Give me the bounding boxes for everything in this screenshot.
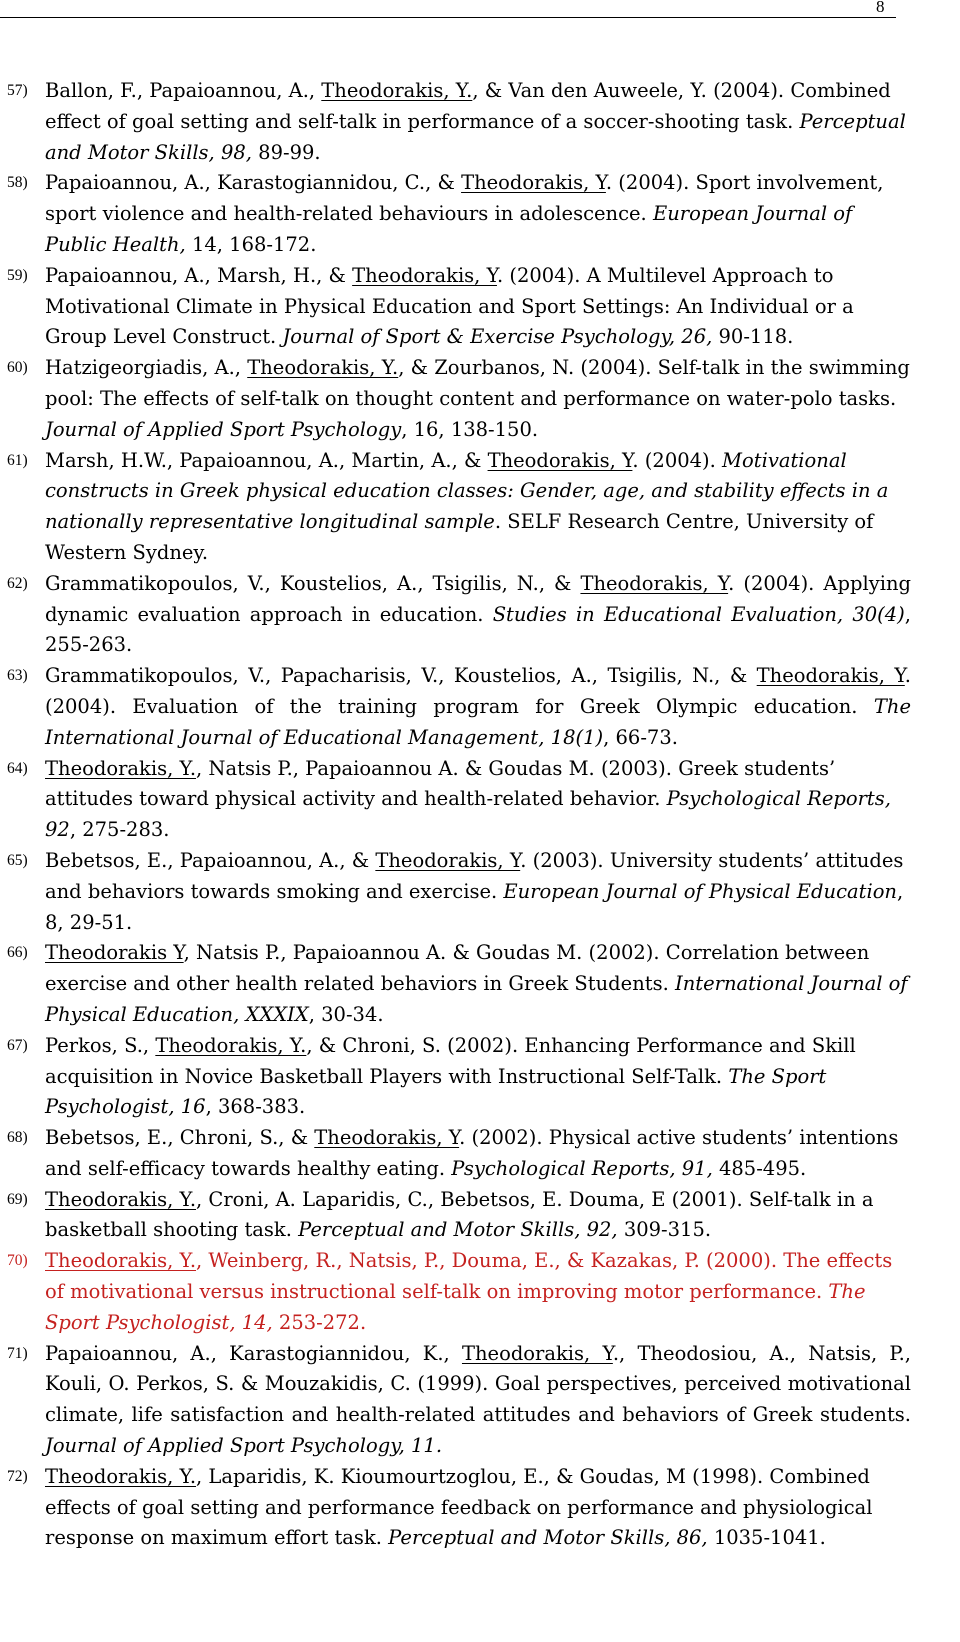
reference-text: 14, 168-172. bbox=[185, 232, 317, 256]
reference-text: , 30-34. bbox=[308, 1002, 384, 1026]
journal-title: European Journal of Public Health, bbox=[45, 202, 853, 256]
reference-text: , 275-283. bbox=[69, 818, 170, 842]
journal-title: Journal of Sport & Exercise Psychology, 26, bbox=[282, 325, 713, 349]
reference-entry bbox=[0, 754, 911, 846]
reference-number: 69) bbox=[7, 1190, 28, 1208]
reference-text: 90-118. bbox=[712, 325, 794, 349]
reference-entry bbox=[0, 1031, 911, 1123]
journal-title: Perceptual and Motor Skills, 92, bbox=[298, 1218, 618, 1242]
reference-text: , & Zourbanos, N. (2004). Self-talk in the swimming pool: The effects of self-talk on thought content and performance on water-polo tasks. bbox=[45, 356, 910, 410]
reference-number: 71) bbox=[7, 1344, 28, 1362]
reference-text: , Weinberg, R., Natsis, P., Douma, E., & Kazakas, P. (2000). The effects of motivational versus instructional self-talk on improving motor performance. bbox=[45, 1249, 893, 1304]
author-name-underlined: Theodorakis, Y bbox=[352, 263, 497, 287]
journal-title: The Sport Psychologist, 16 bbox=[45, 1064, 827, 1119]
reference-text: Ballon, F., Papaioannou, A., bbox=[45, 79, 322, 102]
author-name-underlined: Theodorakis, Y. bbox=[247, 356, 399, 380]
journal-title: International Journal of Physical Education, XXXIX bbox=[45, 972, 908, 1026]
reference-entry bbox=[0, 938, 911, 1030]
reference-text: . SELF Research Centre, University of Western Sydney. bbox=[45, 510, 874, 564]
reference-text: . (2004). A Multilevel Approach to Motivational Climate in Physical Education and Sport Settings: An Individual or a Group Level Construct. bbox=[45, 263, 854, 349]
reference-text: ., Theodosiou, A., Natsis, P., Kouli, O. Perkos, S. & Mouzakidis, C. (1999). Goal perspectives, perceived motivational climate, life satisfaction and health-related attitudes and behaviors of Greek students. bbox=[45, 1341, 911, 1427]
journal-title: The Sport Psychologist, 14, bbox=[45, 1280, 866, 1334]
author-name-underlined: Theodorakis, Y bbox=[487, 448, 633, 472]
reference-text: , 255-263. bbox=[45, 602, 911, 657]
reference-text: 89-99. bbox=[251, 140, 321, 164]
reference-entry bbox=[0, 1246, 911, 1338]
author-name-underlined: Theodorakis, Y bbox=[314, 1126, 460, 1150]
reference-number: 58) bbox=[7, 174, 28, 192]
author-name-underlined: Theodorakis, Y. bbox=[321, 79, 473, 102]
reference-number: 63) bbox=[7, 667, 28, 685]
author-name-underlined: Theodorakis, Y bbox=[756, 664, 905, 688]
journal-title: Perceptual and Motor Skills, 86, bbox=[388, 1526, 708, 1550]
reference-number: 57) bbox=[7, 82, 28, 99]
author-name-underlined: Theodorakis, Y. bbox=[45, 1249, 197, 1273]
reference-text: , & Chroni, S. (2002). Enhancing Performance and Skill acquisition in Novice Basketball Players with Instructional Self-Talk. bbox=[45, 1033, 856, 1088]
reference-text: Hatzigeorgiadis, A., bbox=[45, 356, 248, 380]
reference-text: Grammatikopoulos, V., Koustelios, A., Tsigilis, N., & bbox=[45, 571, 581, 595]
reference-number: 66) bbox=[7, 944, 28, 962]
reference-text: 309-315. bbox=[617, 1218, 712, 1242]
reference-text: Bebetsos, E., Chroni, S., & bbox=[45, 1126, 315, 1150]
reference-text: . (2004). Evaluation of the training program for Greek Olympic education. bbox=[45, 664, 911, 718]
reference-text: Bebetsos, E., Papaioannou, A., & bbox=[45, 848, 376, 872]
reference-text: Papaioannou, A., Karastogiannidou, K., bbox=[45, 1341, 462, 1365]
journal-title: The International Journal of Educational Management, 18(1) bbox=[45, 694, 911, 749]
reference-entry bbox=[0, 1123, 911, 1185]
journal-title: Studies in Educational Evaluation, 30(4) bbox=[492, 602, 905, 626]
author-name-underlined: Theodorakis, Y bbox=[580, 571, 729, 595]
reference-number: 67) bbox=[7, 1036, 28, 1054]
journal-title: Journal of Applied Sport Psychology, 11. bbox=[45, 1434, 443, 1458]
reference-entry bbox=[0, 168, 911, 260]
page-number: 8 bbox=[876, 0, 885, 16]
reference-number: 68) bbox=[7, 1129, 28, 1147]
reference-text: 1035-1041. bbox=[707, 1526, 826, 1550]
reference-text: , Laparidis, K. Kioumourtzoglou, E., & Goudas, M (1998). Combined effects of goal setting and performance feedback on performance and physiological response on maximum effort task. bbox=[45, 1464, 873, 1550]
reference-text: , & Van den Auweele, Y. (2004). Combined effect of goal setting and self-talk in performance of a soccer-shooting task. bbox=[45, 79, 891, 133]
reference-text: Papaioannou, A., Marsh, H., & bbox=[45, 263, 353, 287]
journal-title: European Journal of Physical Education bbox=[503, 879, 897, 903]
reference-number: 62) bbox=[7, 574, 28, 592]
reference-entry bbox=[0, 846, 911, 938]
reference-text: 253-272. bbox=[272, 1310, 367, 1334]
reference-text: . (2002). Physical active students’ intentions and self-efficacy towards healthy eating. bbox=[45, 1126, 899, 1180]
reference-text: , Natsis P., Papaioannou A. & Goudas M. (2003). Greek students’ attitudes toward physical activity and health-related behavior. bbox=[45, 756, 836, 811]
reference-entry bbox=[0, 1185, 911, 1247]
reference-number: 64) bbox=[7, 759, 28, 777]
journal-title: Psychological Reports, 92 bbox=[45, 787, 891, 842]
author-name-underlined: Theodorakis Y bbox=[45, 941, 184, 965]
header-rule bbox=[0, 17, 896, 18]
reference-text: , 8, 29-51. bbox=[45, 879, 904, 934]
reference-text: , 66-73. bbox=[603, 725, 678, 749]
reference-text: , Natsis P., Papaioannou A. & Goudas M. (2002). Correlation between exercise and other health related behaviors in Greek Students. bbox=[45, 941, 870, 996]
journal-title: Psychological Reports, 91, bbox=[451, 1156, 713, 1180]
author-name-underlined: Theodorakis, Y bbox=[461, 1341, 613, 1365]
reference-text: . (2004). Applying dynamic evaluation approach in education. bbox=[45, 571, 911, 626]
reference-number: 72) bbox=[7, 1467, 28, 1485]
author-name-underlined: Theodorakis, Y. bbox=[155, 1033, 307, 1057]
journal-title: Journal of Applied Sport Psychology bbox=[45, 417, 402, 441]
reference-text: , 368-383. bbox=[205, 1095, 306, 1119]
reference-text: , 16, 138-150. bbox=[401, 417, 539, 441]
journal-title: Perceptual and Motor Skills, 98, bbox=[45, 109, 906, 164]
reference-entry bbox=[0, 569, 911, 661]
reference-number: 65) bbox=[7, 851, 28, 869]
journal-title: Motivational constructs in Greek physical education classes: Gender, age, and stability effects in a nationally representative longitudinal sample bbox=[45, 448, 889, 534]
reference-entry bbox=[0, 1462, 911, 1554]
reference-text: 485-495. bbox=[712, 1156, 807, 1180]
author-name-underlined: Theodorakis, Y bbox=[461, 171, 606, 195]
reference-text: . (2004). bbox=[632, 448, 723, 472]
reference-number: 70) bbox=[7, 1252, 28, 1270]
reference-entry bbox=[0, 1339, 911, 1462]
reference-text: . (2004). Sport involvement, sport violence and health-related behaviours in adolescence. bbox=[45, 171, 884, 226]
reference-number: 59) bbox=[7, 266, 28, 284]
author-name-underlined: Theodorakis, Y bbox=[375, 848, 521, 872]
reference-list bbox=[0, 76, 960, 1554]
reference-text: , Croni, A. Laparidis, C., Bebetsos, E. Douma, E (2001). Self-talk in a basketball shooting task. bbox=[45, 1187, 874, 1242]
reference-text: Perkos, S., bbox=[45, 1033, 156, 1057]
reference-text: . (2003). University students’ attitudes and behaviors towards smoking and exercise. bbox=[45, 848, 904, 903]
author-name-underlined: Theodorakis, Y. bbox=[45, 1187, 197, 1211]
reference-entry bbox=[0, 446, 911, 569]
reference-number: 60) bbox=[7, 359, 28, 377]
reference-entry bbox=[0, 76, 911, 168]
reference-entry bbox=[0, 353, 911, 445]
reference-entry bbox=[0, 261, 911, 353]
reference-text: Marsh, H.W., Papaioannou, A., Martin, A., & bbox=[45, 448, 488, 472]
reference-entry bbox=[0, 661, 911, 753]
author-name-underlined: Theodorakis, Y. bbox=[45, 1464, 197, 1488]
reference-text: Grammatikopoulos, V., Papacharisis, V., Koustelios, A., Tsigilis, N., & bbox=[45, 664, 757, 688]
reference-text: Papaioannou, A., Karastogiannidou, C., & bbox=[45, 171, 462, 195]
author-name-underlined: Theodorakis, Y. bbox=[45, 756, 197, 780]
reference-number: 61) bbox=[7, 451, 28, 469]
